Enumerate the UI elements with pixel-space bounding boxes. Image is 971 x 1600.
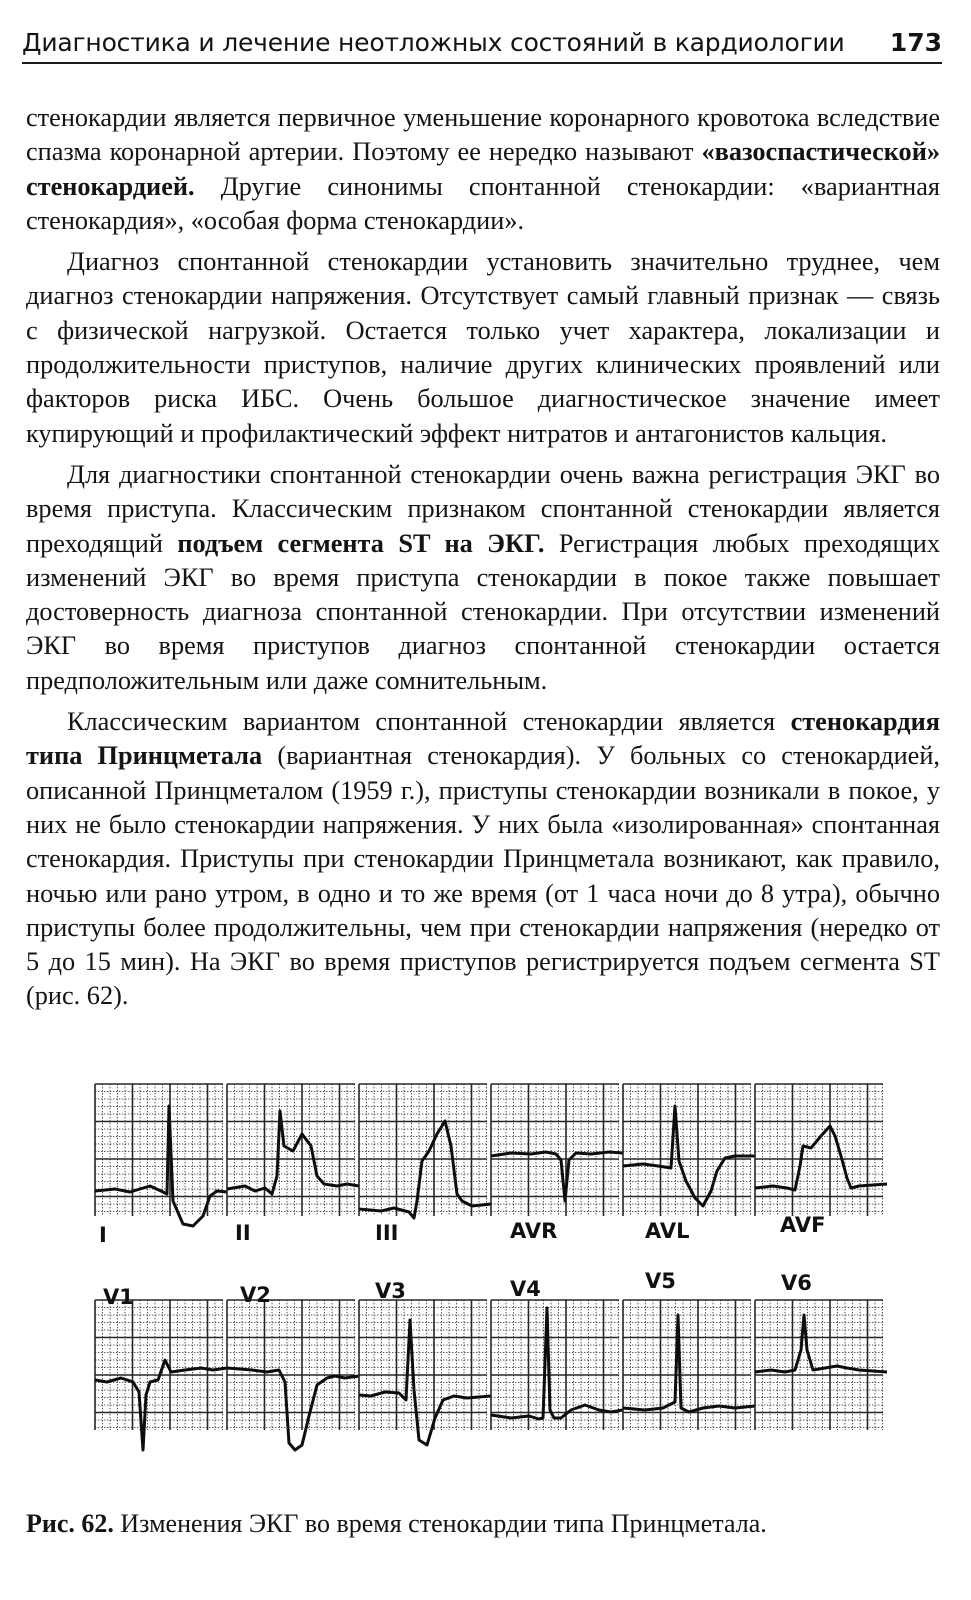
paragraph bbox=[26, 101, 940, 238]
ecg-strips bbox=[85, 1082, 875, 1482]
ecg-lead-iii-major-grid bbox=[359, 1084, 487, 1216]
ecg-lead-v6-major-grid bbox=[755, 1300, 883, 1430]
lead-label-avr: AVR bbox=[510, 1219, 558, 1243]
ecg-lead-v2-major-grid bbox=[227, 1300, 355, 1430]
ecg-lead-v3-minor-grid bbox=[359, 1300, 487, 1430]
paragraph bbox=[26, 705, 940, 1014]
text-run: Классическим вариантом спонтанной стенокардии является bbox=[67, 707, 791, 737]
ecg-lead-v3-major-grid bbox=[359, 1300, 487, 1430]
bold-term: «вазоспастической» стенокардией. bbox=[26, 137, 940, 201]
lead-label-iii: III bbox=[375, 1221, 399, 1245]
lead-label-avl: AVL bbox=[645, 1219, 690, 1243]
page-number: 173 bbox=[889, 28, 942, 57]
lead-label-v2: V2 bbox=[240, 1283, 271, 1307]
lead-label-v4: V4 bbox=[510, 1277, 541, 1301]
lead-label-v1: V1 bbox=[103, 1285, 134, 1309]
ecg-lead-v2-minor-grid bbox=[227, 1300, 355, 1430]
text-run: Регистрация любых преходящих изменений ЭКГ во время приступа стенокардии в покое также повышает достоверность диагноза спонтанной стенокардии. При отсутствии изменений ЭКГ во время приступов диагноз спонтанной стенокардии остается предположительным или даже сомнительным. bbox=[26, 528, 940, 695]
body-text bbox=[26, 101, 940, 1021]
text-run: Другие синонимы спонтанной стенокардии: «вариантная стенокардия», «особая форма стенокардии». bbox=[26, 171, 940, 235]
lead-label-v6: V6 bbox=[781, 1271, 812, 1295]
text-run: стенокардии является первичное уменьшение коронарного кровотока вследствие спазма коронарной артерии. Поэтому ее нередко называют bbox=[26, 103, 940, 167]
lead-label-v3: V3 bbox=[375, 1279, 406, 1303]
ecg-lead-avf-major-grid bbox=[755, 1084, 883, 1216]
ecg-lead-v1-minor-grid bbox=[95, 1300, 223, 1430]
lead-label-ii: II bbox=[235, 1221, 251, 1245]
bold-term: стенокардия типа Принцметала bbox=[26, 707, 940, 771]
lead-label-i: I bbox=[99, 1223, 107, 1247]
lead-label-v5: V5 bbox=[645, 1269, 676, 1293]
ecg-lead-avr-major-grid bbox=[491, 1084, 619, 1216]
ecg-lead-v6-minor-grid bbox=[755, 1300, 883, 1430]
running-title: Диагностика и лечение неотложных состояний в кардиологии bbox=[22, 28, 845, 57]
text-run: Для диагностики спонтанной стенокардии очень важна регистрация ЭКГ во время приступа. Классическим признаком спонтанной стенокардии является преходящий bbox=[26, 459, 940, 558]
ecg-figure bbox=[85, 1082, 875, 1482]
ecg-lead-v1-major-grid bbox=[95, 1300, 223, 1430]
bold-term: подъем сегмента ST на ЭКГ. bbox=[177, 528, 545, 558]
figure-caption bbox=[26, 1508, 940, 1540]
paragraph bbox=[26, 245, 940, 451]
running-head bbox=[22, 22, 942, 64]
figure-caption-label: Рис. 62. bbox=[26, 1509, 114, 1538]
ecg-lead-i-major-grid bbox=[95, 1084, 223, 1216]
figure-caption-text: Изменения ЭКГ во время стенокардии типа Принцметала. bbox=[113, 1509, 767, 1538]
text-run: Диагноз спонтанной стенокардии установить значительно труднее, чем диагноз стенокардии напряжения. Отсутствует самый главный признак — связь с физической нагрузкой. Остается только учет характера, локализации и продолжительности приступов, наличие других клинических проявлений или факторов риска ИБС. Очень большое диагностическое значение имеет купирующий и профилактический эффект нитратов и антагонистов кальция. bbox=[26, 247, 940, 448]
ecg-lead-avl-major-grid bbox=[623, 1084, 751, 1216]
lead-label-avf: AVF bbox=[780, 1213, 826, 1237]
text-run: (вариантная стенокардия). У больных со стенокардией, описанной Принцметалом (1959 г.), приступы стенокардии возникали в покое, у них не было стенокардии напряжения. У них была «изолированная» спонтанная стенокардия. Приступы при стенокардии Принцметала возникают, как правило, ночью или рано утром, в одно и то же время (от 1 часа ночи до 8 утра), обычно приступы более продолжительны, чем при стенокардии напряжения (нередко от 5 до 15 мин). На ЭКГ во время приступов регистрируется подъем сегмента ST (рис. 62). bbox=[26, 741, 940, 1011]
paragraph bbox=[26, 458, 940, 698]
